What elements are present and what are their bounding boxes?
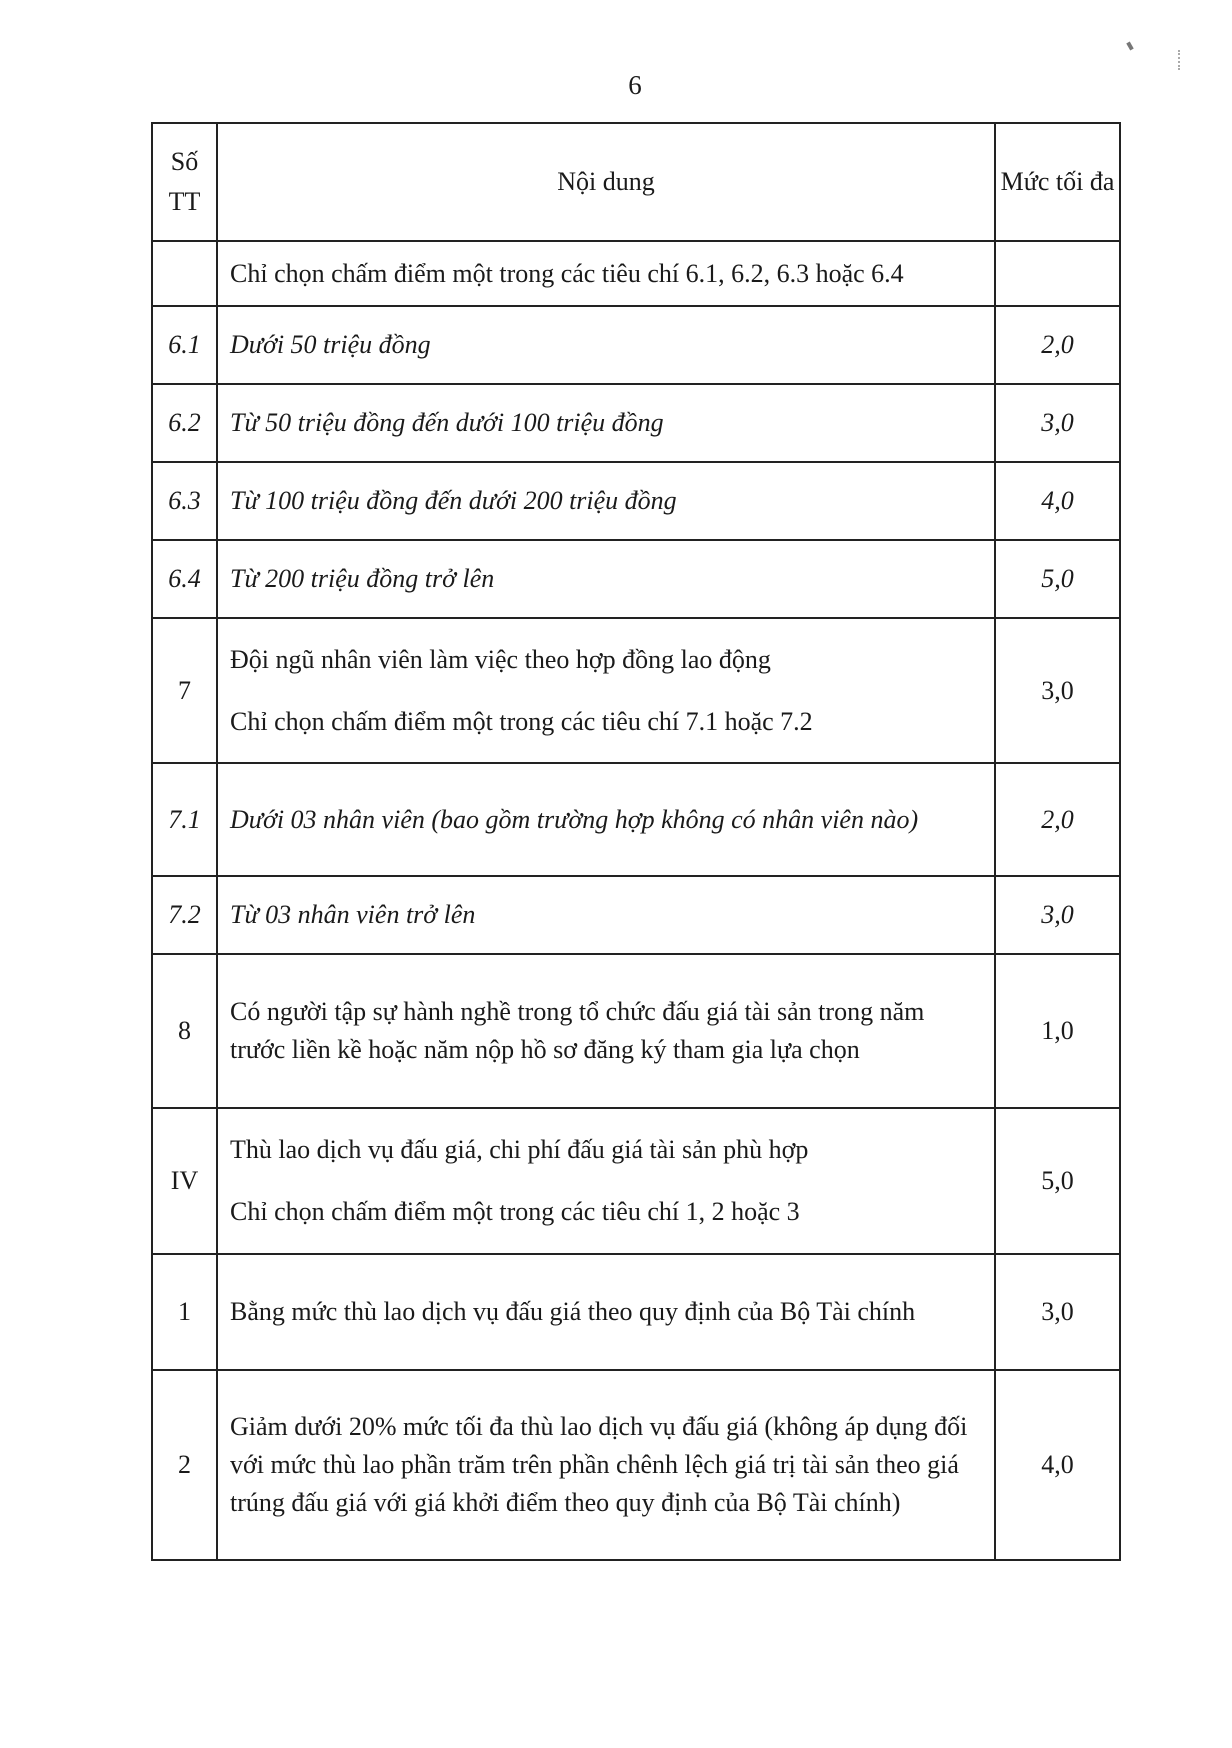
header-stt-label: Số TT — [168, 147, 201, 216]
table-row — [152, 540, 1120, 618]
header-content — [217, 123, 995, 241]
row-content — [217, 1370, 995, 1560]
header-content-label: Nội dung — [557, 167, 655, 196]
table-row — [152, 1108, 1120, 1254]
table-row — [152, 241, 1120, 306]
row-stt: 7 — [152, 618, 217, 763]
criteria-table-container — [151, 122, 1119, 1561]
table-row — [152, 306, 1120, 384]
row-stt: 6.3 — [152, 462, 217, 540]
row-content — [217, 876, 995, 954]
row-stt: 7.2 — [152, 876, 217, 954]
scan-margin-dots — [1178, 50, 1183, 70]
page-number: 6 — [628, 70, 642, 100]
row-content-line: Có người tập sự hành nghề trong tổ chức đấu giá tài sản trong năm trước liền kề hoặc năm nộp hồ sơ đăng ký tham gia lựa chọn — [230, 997, 925, 1064]
row-max: 2,0 — [995, 306, 1120, 384]
row-max: 1,0 — [995, 954, 1120, 1108]
row-content — [217, 763, 995, 876]
row-content-line: Thù lao dịch vụ đấu giá, chi phí đấu giá tài sản phù hợp — [230, 1135, 809, 1164]
row-content — [217, 1254, 995, 1370]
table-row — [152, 876, 1120, 954]
row-content-line: Đội ngũ nhân viên làm việc theo hợp đồng lao động — [230, 644, 771, 674]
row-content-line: Chỉ chọn chấm điểm một trong các tiêu chí 1, 2 hoặc 3 — [230, 1197, 800, 1226]
header-max — [995, 123, 1120, 241]
row-content — [217, 384, 995, 462]
table-row — [152, 462, 1120, 540]
row-max: 3,0 — [995, 876, 1120, 954]
table-header-row — [152, 123, 1120, 241]
row-content — [217, 540, 995, 618]
row-content-line: Dưới 03 nhân viên (bao gồm trường hợp không có nhân viên nào) — [230, 804, 919, 834]
table-row — [152, 763, 1120, 876]
row-max: 4,0 — [995, 1370, 1120, 1560]
row-content-line: Dưới 50 triệu đồng — [230, 330, 431, 359]
header-max-label: Mức tối đa — [1000, 167, 1115, 196]
row-max — [995, 241, 1120, 306]
row-stt: 1 — [152, 1254, 217, 1370]
row-max: 5,0 — [995, 1108, 1120, 1254]
table-row — [152, 384, 1120, 462]
row-content-line: Bằng mức thù lao dịch vụ đấu giá theo quy định của Bộ Tài chính — [230, 1297, 916, 1326]
scan-mark — [1126, 42, 1133, 51]
row-content-line: Từ 03 nhân viên trở lên — [230, 900, 476, 929]
row-max: 3,0 — [995, 1254, 1120, 1370]
row-stt: 7.1 — [152, 763, 217, 876]
row-content — [217, 462, 995, 540]
row-stt: IV — [152, 1108, 217, 1254]
row-stt: 8 — [152, 954, 217, 1108]
row-stt: 6.2 — [152, 384, 217, 462]
row-content-line: Chỉ chọn chấm điểm một trong các tiêu chí 6.1, 6.2, 6.3 hoặc 6.4 — [230, 258, 904, 288]
row-max: 2,0 — [995, 763, 1120, 876]
row-content-line: Từ 100 triệu đồng đến dưới 200 triệu đồng — [230, 486, 677, 515]
row-max: 3,0 — [995, 384, 1120, 462]
table-row — [152, 1254, 1120, 1370]
row-content-line: Từ 50 triệu đồng đến dưới 100 triệu đồng — [230, 408, 664, 437]
row-content — [217, 618, 995, 763]
row-content — [217, 306, 995, 384]
row-content-line: Chỉ chọn chấm điểm một trong các tiêu chí 7.1 hoặc 7.2 — [230, 706, 813, 736]
header-stt — [152, 123, 217, 241]
row-stt: 2 — [152, 1370, 217, 1560]
table-row — [152, 954, 1120, 1108]
row-max: 3,0 — [995, 618, 1120, 763]
row-content — [217, 241, 995, 306]
row-content-line: Giảm dưới 20% mức tối đa thù lao dịch vụ đấu giá (không áp dụng đối với mức thù lao phần trăm trên phần chênh lệch giá trị tài sản theo giá trúng đấu giá với giá khởi điểm theo quy định của Bộ Tài chính) — [230, 1412, 968, 1517]
row-stt: 6.4 — [152, 540, 217, 618]
criteria-table — [151, 122, 1121, 1561]
table-row — [152, 618, 1120, 763]
row-content — [217, 954, 995, 1108]
row-stt: 6.1 — [152, 306, 217, 384]
row-content — [217, 1108, 995, 1254]
row-max: 5,0 — [995, 540, 1120, 618]
row-stt — [152, 241, 217, 306]
row-max: 4,0 — [995, 462, 1120, 540]
table-row — [152, 1370, 1120, 1560]
row-content-line: Từ 200 triệu đồng trở lên — [230, 564, 495, 593]
